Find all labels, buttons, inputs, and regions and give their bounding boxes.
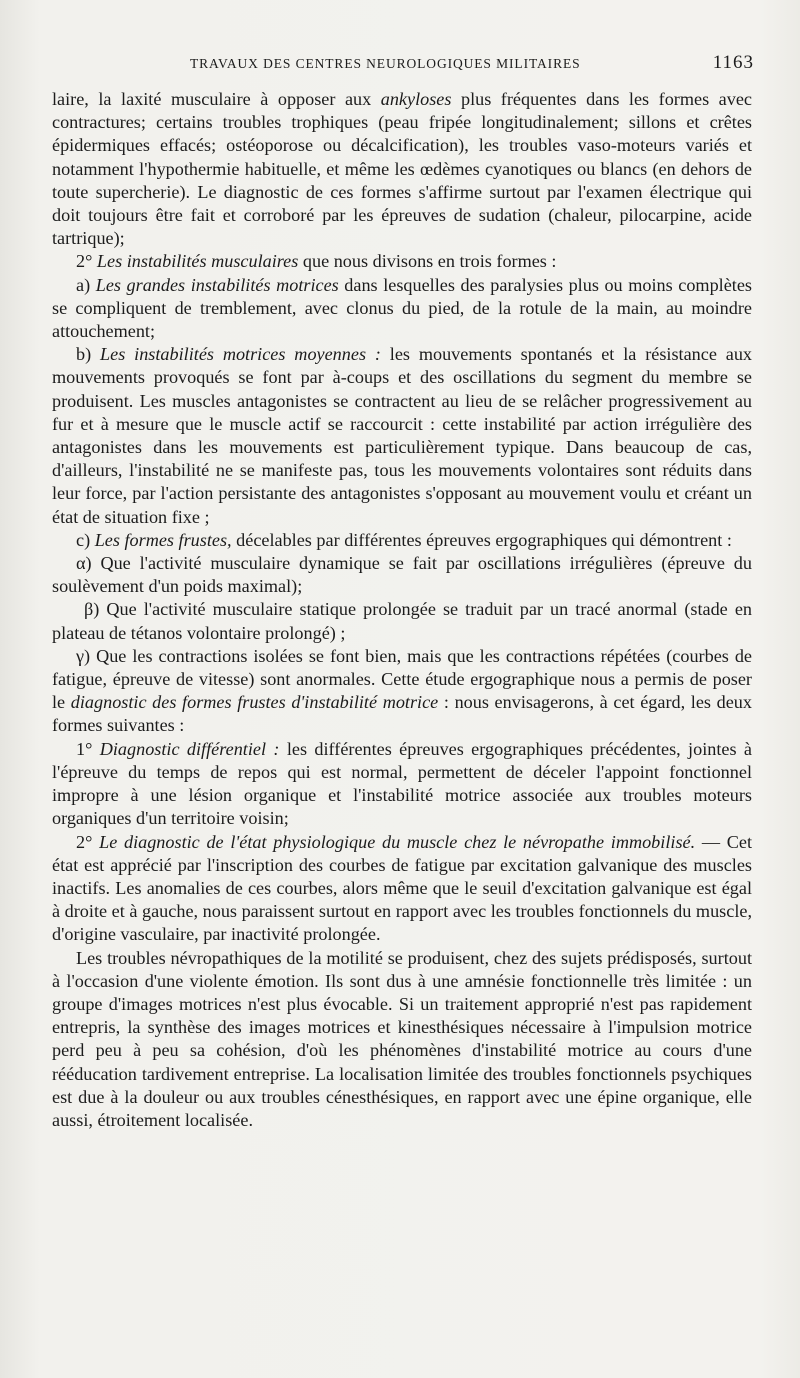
page-header (190, 52, 754, 74)
italic-text: Diagnostic différentiel : (99, 738, 280, 759)
text-run: γ) Que les contractions isolées se font bien, mais que les contractions répétées (courbes de fatigue, épreuve de vitesse) sont anormales. Cette étude ergographique nous a permis de poser le (52, 645, 752, 713)
paragraph (52, 552, 752, 598)
paragraph (52, 738, 752, 831)
italic-text: ankyloses (380, 89, 452, 109)
text-run: 2° (76, 251, 97, 272)
body-text (52, 88, 752, 1132)
text-run: Les troubles névropathiques de la motilité se produisent, chez des sujets prédisposés, surtout à l'occasion d'une violente émotion. Ils sont dus à une amnésie fonctionnelle très limitée : un groupe d'images motrices n'est plus évocable. Si un traitement approprié n'est pas rapidement entrepris, la synthèse des images motrices et kinesthésiques nécessaire à l'impulsion motrice perd peu à peu sa cohésion, d'où les phénomènes d'instabilité motrice au cours d'une rééducation tardivement entreprise. La localisation limitée des troubles fonctionnels psychiques est due à la douleur ou aux troubles cénesthésiques, en rapport avec une épine organique, elle aussi, étroitement localisée. (52, 947, 752, 1130)
italic-text: Les instabilités musculaires (96, 251, 299, 272)
text-run: c) (76, 529, 95, 550)
running-title: TRAVAUX DES CENTRES NEUROLOGIQUES MILITAIRES (190, 56, 581, 71)
paragraph (52, 274, 752, 344)
paragraph (52, 645, 752, 738)
paragraph (52, 250, 752, 273)
paragraph (52, 947, 752, 1133)
text-run: dans lesquelles des paralysies plus ou moins complètes se compliquent de tremblement, avec clonus du pied, de la rotule de la main, au moindre attouchement; (52, 274, 752, 342)
text-run: : nous envisagerons, à cet égard, les deux formes suivantes : (52, 692, 752, 736)
text-run: α) Que l'activité musculaire dynamique se fait par oscillations irrégulières (épreuve du soulèvement d'un poids maximal); (52, 553, 752, 597)
text-run: 1° (76, 738, 100, 759)
italic-text: diagnostic des formes frustes d'instabilité motrice (70, 692, 439, 713)
page-number: 1163 (712, 52, 754, 73)
italic-text: Le diagnostic de l'état physiologique du muscle chez le névropathe immobilisé. (99, 831, 696, 852)
paragraph (52, 88, 752, 250)
paragraph (52, 831, 752, 947)
paragraph (52, 529, 752, 552)
italic-text: Les formes frustes, (94, 529, 232, 550)
italic-text: Les instabilités motrices moyennes : (100, 344, 381, 365)
paragraph (52, 598, 752, 644)
text-run: que nous divisons en trois formes : (298, 251, 557, 272)
text-run: — Cet état est apprécié par l'inscription des courbes de fatigue par excitation galvanique des muscles inactifs. Les anomalies de ces courbes, alors même que le seuil d'excitation galvanique est égal à droite et à gauche, nous paraissent surtout en rapport avec les troubles fonctionnels du muscle, d'origine vasculaire, par inactivité prolongée. (52, 831, 752, 945)
text-run: plus fréquentes dans les formes avec contractures; certains troubles trophiques (peau fripée longitudinalement; sillons et crêtes épidermiques effacés; ostéoporose ou décalcification), les troubles vaso-moteurs variés et notamment l'hypothermie habituelle, et même les œdèmes cyanotiques ou blancs (en dehors de toute supercherie). Le diagnostic de ces formes s'affirme surtout par l'examen électrique qui doit toujours être fait et corroboré par les épreuves de sudation (chaleur, pilocarpine, acide tartrique); (52, 89, 752, 249)
text-run: laire, la laxité musculaire à opposer aux (52, 89, 381, 109)
paragraph (52, 343, 752, 529)
text-run: a) (76, 274, 96, 295)
text-run: b) (76, 344, 101, 365)
text-run: les mouvements spontanés et la résistance aux mouvements provoqués se font par à-coups et des oscillations du segment du membre se produisent. Les muscles antagonistes se contractent au lieu de se relâcher progressivement au fur et à mesure que le muscle actif se raccourcit : cette instabilité par action irrégulière des antagonistes dans les mouvements est particulièrement typique. Dans beaucoup de cas, d'ailleurs, l'instabilité ne se manifeste pas, tous les mouvements volontaires sont réduits dans leur force, par l'action persistante des antagonistes s'opposant au mouvement voulu et créant un état de situation fixe ; (52, 344, 753, 527)
text-run: 2° (76, 831, 100, 852)
text-run: les différentes épreuves ergographiques précédentes, jointes à l'épreuve du temps de repos qui est normal, permettent de déceler l'appoint fonctionnel impropre à une lésion organique et l'instabilité motrice associée aux troubles moteurs organiques d'un territoire voisin; (52, 738, 752, 829)
italic-text: Les grandes instabilités motrices (95, 274, 339, 295)
text-run: décelables par différentes épreuves ergographiques qui démontrent : (231, 529, 732, 550)
text-run: β) Que l'activité musculaire statique prolongée se traduit par un tracé anormal (stade en plateau de tétanos volontaire prolongé) ; (52, 599, 752, 643)
